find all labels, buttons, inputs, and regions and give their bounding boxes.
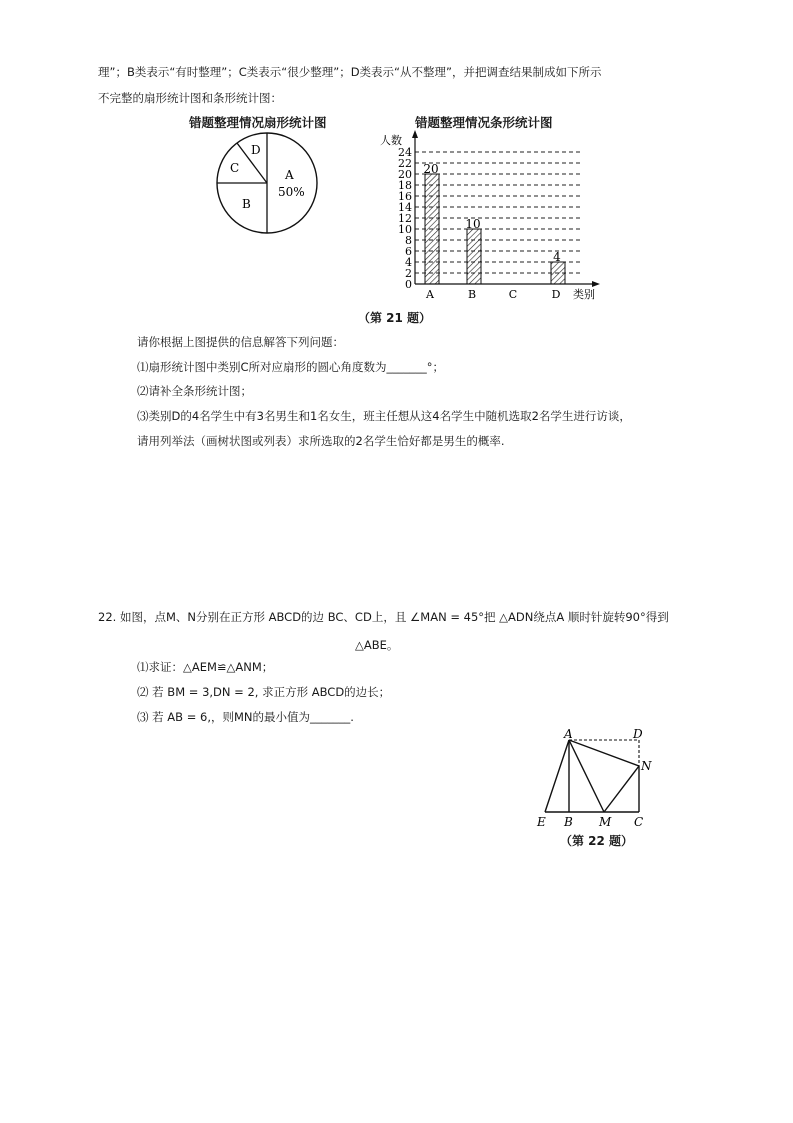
q21-prompt: 请你根据上图提供的信息解答下列问题： <box>137 335 344 349</box>
q22-caption: （第 22 题） <box>560 834 634 848</box>
bar-chart-yticks <box>398 146 412 291</box>
bar-chart-y-arrow <box>412 130 418 138</box>
point-label-m: M <box>599 815 612 829</box>
point-label-d: D <box>633 728 643 741</box>
x-tick-label-c: C <box>508 288 518 301</box>
q22-part1: ⑴求证：△AEM≌△ANM； <box>137 660 274 674</box>
y-tick-label: 20 <box>398 168 412 181</box>
bar-chart-ylabel: 人数 <box>380 134 402 147</box>
pie-label-a-percent: 50% <box>278 185 305 199</box>
x-tick-label-a: A <box>426 288 434 301</box>
bar-chart-xlabel: 类别 <box>573 288 595 301</box>
bar-b <box>467 229 481 284</box>
point-label-n: N <box>641 759 652 773</box>
point-label-c: C <box>634 815 644 829</box>
pie-chart <box>210 132 325 240</box>
point-label-a: A <box>564 728 573 741</box>
bar-chart <box>370 128 610 308</box>
q22-line2: △ABE。 <box>355 638 399 652</box>
y-tick-label: 16 <box>398 190 412 203</box>
bar-data-label-d: 4 <box>553 250 561 264</box>
y-tick-label: 18 <box>398 179 412 192</box>
bar-chart-title: 错题整理情况条形统计图 <box>415 115 553 130</box>
q22-line1: 22. 如图，点M、N分别在正方形 ABCD的边 BC、CD上，且 ∠MAN = 45°把 △ADN绕点A 顺时针旋转90°得到 <box>98 610 669 624</box>
pie-label-b: B <box>242 197 251 211</box>
pie-label-a: A <box>285 168 294 182</box>
geometry-figure <box>530 728 660 834</box>
pie-label-c: C <box>230 161 240 175</box>
x-tick-label-b: B <box>467 288 477 301</box>
y-tick-label: 0 <box>405 278 412 291</box>
y-tick-label: 6 <box>405 245 412 258</box>
y-tick-label: 2 <box>405 267 412 280</box>
pie-chart-title: 错题整理情况扇形统计图 <box>189 115 327 130</box>
y-tick-label: 12 <box>398 212 412 225</box>
q21-caption: （第 21 题） <box>358 311 432 325</box>
y-tick-label: 22 <box>398 157 412 170</box>
y-tick-label: 10 <box>398 223 412 236</box>
pie-label-d: D <box>251 143 261 157</box>
q21-part1: ⑴扇形统计图中类别C所对应扇形的圆心角度数为_______°； <box>137 360 445 374</box>
segment-mn <box>604 766 639 812</box>
point-label-b: B <box>564 815 573 829</box>
q21-part3-line1: ⑶类别D的4名学生中有3名男生和1名女生，班主任想从这4名学生中随机选取2名学生进行访谈， <box>137 409 631 423</box>
q21-intro-line2: 不完整的扇形统计图和条形统计图： <box>98 91 282 105</box>
bar-data-label-b: 10 <box>465 217 481 231</box>
bar-chart-xticks <box>425 288 561 301</box>
bar-chart-bars <box>423 162 565 284</box>
point-label-e: E <box>537 815 546 829</box>
q22-part3: ⑶ 若 AB = 6,，则MN的最小值为_______. <box>137 710 354 724</box>
bar-chart-x-arrow <box>592 281 600 287</box>
x-tick-label-d: D <box>551 288 561 301</box>
q21-part3-line2: 请用列举法（画树状图或列表）求所选取的2名学生恰好都是男生的概率. <box>137 434 505 448</box>
bar-a <box>425 174 439 284</box>
segment-ae <box>545 740 569 812</box>
bar-data-label-a: 20 <box>423 162 439 176</box>
y-tick-label: 8 <box>405 234 412 247</box>
y-tick-label: 24 <box>398 146 412 159</box>
q21-intro-line1: 理”；B类表示“有时整理”；C类表示“很少整理”；D类表示“从不整理”，并把调查结果制成如下所示 <box>98 65 602 79</box>
y-tick-label: 14 <box>398 201 412 214</box>
bar-d <box>551 262 565 284</box>
q21-part2: ⑵请补全条形统计图； <box>137 384 252 398</box>
q22-part2: ⑵ 若 BM = 3,DN = 2, 求正方形 ABCD的边长； <box>137 685 391 699</box>
y-tick-label: 4 <box>405 256 412 269</box>
